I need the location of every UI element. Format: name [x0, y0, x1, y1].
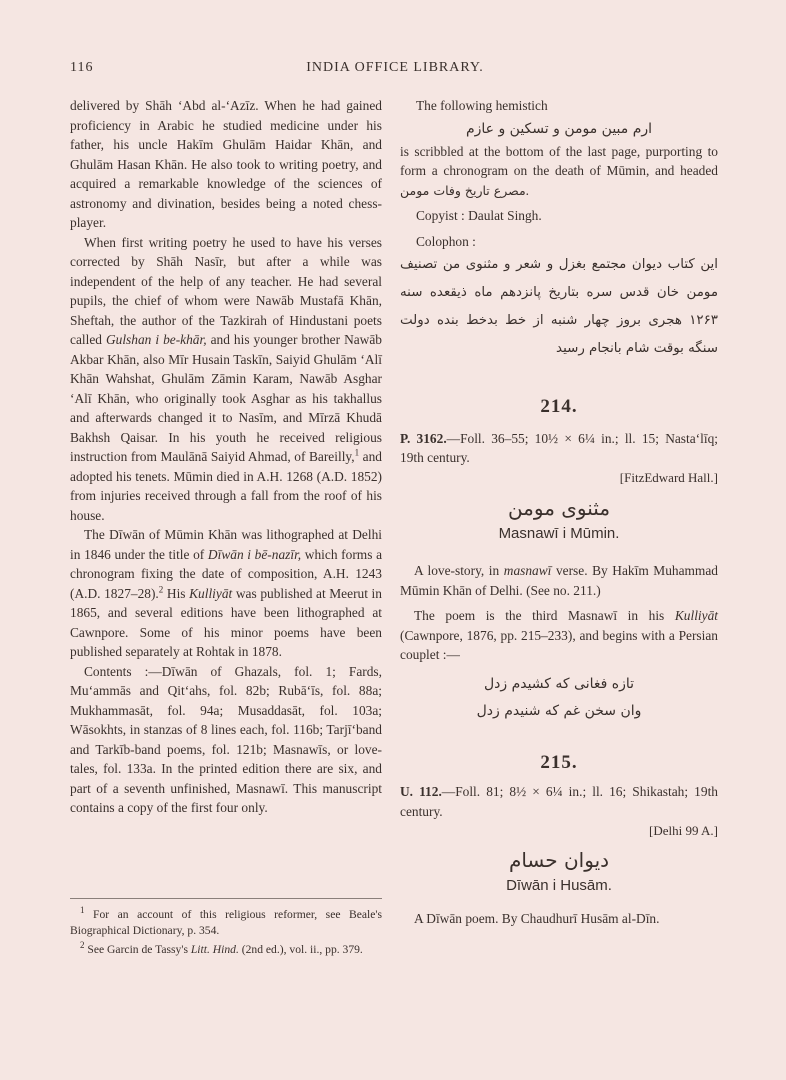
text-run: A love-story, in — [414, 563, 504, 578]
entry-description-2 — [400, 606, 718, 665]
text-run: is scribbled at the bottom of the last page, purporting to form a chronogram on the death of Mūmin, and headed — [400, 143, 718, 178]
paragraph-editions — [70, 525, 382, 662]
text-run: which forms a chronogram fixing the date of composition, A.H. 1243 (A.D. 1827–28). — [70, 546, 383, 601]
colophon-urdu: این کتاب دیوان مجتمع بغزل و شعر و مثنوی من تصنیف مومن خان قدس سره بتاریخ پانزدهم ماه ذیقعده سنه ۱۲۶۳ هجری بروز چهار شنبه از خط بدخط بنده دولت سنگه بوقت شام بانجام رسید — [400, 257, 718, 356]
footnote-text: For an account of this religious reformer, see Beale's Biographical Dictionary, p. 354. — [70, 908, 382, 937]
italic-title: Kulliyāt — [189, 585, 233, 601]
text-run: The poem is the third Masnawī in his — [414, 608, 675, 623]
footnote-mark: 2 — [80, 939, 85, 950]
details-text: —Foll. 36–55; 10½ × 6¼ in.; ll. 15; Nastaʻlīq; 19th century. — [400, 430, 718, 465]
text-run: (Cawnpore, 1876, pp. 215–233), and begins with a Persian couplet :— — [400, 627, 718, 662]
details-text: —Foll. 81; 8½ × 6¼ in.; ll. 16; Shikastah; 19th century. — [400, 784, 718, 819]
footnote-1 — [70, 907, 382, 939]
entry-source: [Delhi 99 A.] — [649, 823, 718, 838]
text-run: and adopted his tenets. Mūmin died in A.H. 1268 (A.D. 1852) from injuries received through a fall from the roof of his house. — [70, 449, 382, 523]
text-run: His — [163, 585, 190, 601]
italic-title: Litt. Hind. — [190, 942, 239, 956]
hemistich-urdu: ارم مبین مومن و تسکین و عازم — [465, 120, 653, 137]
entry-details — [400, 429, 718, 468]
entry-number: 214. — [540, 396, 578, 417]
text-run: and his younger brother Nawāb Akbar Khān, also Mīr Husain Taskīn, Saiyid Ghulām ʻAlī Khān Wahshat, Ghulām Zāmin Karam, Nawāb Asghar ʻAlī Khān, who originally took Asghar as his takhallus and afterwards changed it to Nasīm, and Mīrzā Khudā Bakhsh Qaisar. In his youth he received religious instruction from Maulānā Saiyid Ahmad, of Bareilly, — [70, 332, 382, 464]
entry-description — [400, 561, 718, 600]
paragraph-biography: delivered by Shāh ʻAbd al-ʻAzīz. When he had gained proficiency in Arabic he studied medicine under his father, his uncle Hakīm Ghulām Haidar Khān, and Ghulām Hasan Khān. He also took to writing poetry, and acquired a remarkable knowledge of the sciences of astronomy and divination, besides being a noted chess-player. — [70, 98, 382, 230]
colophon-label: Colophon : — [416, 233, 476, 249]
right-column — [400, 96, 718, 928]
entry-title-urdu: دیوان حسام — [508, 847, 610, 872]
text-run: verse. By Hakīm Muhammad Mūmin Khān of Delhi. (See no. 211.) — [400, 563, 718, 598]
hemistich-intro: The following hemistich — [416, 98, 548, 113]
footnote-2 — [70, 939, 382, 958]
italic-title: Gulshan i be-khār, — [105, 332, 207, 347]
entry-description: A Dīwān poem. By Chaudhurī Husām al-Dīn. — [414, 910, 660, 926]
footnote-text: (2nd ed.), vol. ii., pp. 379. — [238, 942, 363, 956]
shelf-mark: P. 3162. — [400, 430, 447, 446]
entry-title-latin: Masnawī i Mūmin. — [498, 525, 620, 542]
footnote-ref: 2 — [158, 584, 164, 595]
copyist-line: Copyist : Daulat Singh. — [416, 208, 542, 223]
paragraph-pupils — [70, 233, 382, 526]
entry-source: [FitzEdward Hall.] — [619, 469, 718, 485]
footnote-ref: 1 — [354, 447, 360, 458]
paragraph-contents: Contents :—Dīwān of Ghazals, fol. 1; Fards, Muʻammās and Qitʻahs, fol. 82b; Rubāʻīs, fol. 88a; Mukhammasāt, fol. 94a; Musaddasāt, fol. 103a; Wāsokhts, in stanzas of 8 lines each, fol. 116b; Tarjīʻband and Tarkīb-band poems, fol. 121b; Masnawīs, or love-tales, fol. 133a. In the printed edition there are six, and part of a seventh unfinished, Masnawī. This manuscript contains a copy of the first four only. — [70, 663, 382, 815]
entry-number: 215. — [540, 751, 578, 773]
text-run: was published at Meerut in 1865, and several editions have been lithographed at Cawnpore. Some of his minor poems have been published separately at Rohtak in 1878. — [70, 585, 382, 659]
page-number: 116 — [70, 60, 94, 75]
entry-title-urdu: مثنوی مومن — [507, 496, 611, 520]
running-title: INDIA OFFICE LIBRARY. — [306, 60, 484, 75]
italic-term: masnawī — [503, 563, 552, 578]
couplet-line-1: تازه فغانی که کشیدم زدل — [483, 675, 635, 692]
page-header — [70, 60, 720, 80]
left-column — [70, 96, 382, 818]
entry-details — [400, 782, 718, 821]
couplet-line-2: وان سخن غم که شنیدم زدل — [476, 702, 642, 719]
italic-title: Dīwān i bē-nazīr, — [207, 546, 302, 562]
text-run: When first writing poetry he used to have his verses corrected by Shāh Nasīr, but after a while was independent of the help of any teacher. He had several pupils, the chief of whom were Nawāb Mustafā Khān, Sheftah, the author of the Tazkirah of Hindustani poets called — [70, 234, 382, 347]
heading-urdu: مصرع تاریخ وفات مومن — [400, 182, 526, 198]
shelf-mark: U. 112. — [400, 784, 442, 799]
footnote-mark: 1 — [80, 905, 85, 916]
footnote-text: See Garcin de Tassy's — [87, 942, 191, 956]
footnotes — [70, 898, 382, 960]
entry-title-latin: Dīwān i Husām. — [506, 876, 612, 894]
text-run: . — [525, 182, 529, 198]
hemistich-description — [400, 142, 718, 201]
italic-title: Kulliyāt — [674, 608, 718, 623]
text-run: The Dīwān of Mūmin Khān was lithographed at Delhi in 1846 under the title of — [70, 527, 382, 562]
